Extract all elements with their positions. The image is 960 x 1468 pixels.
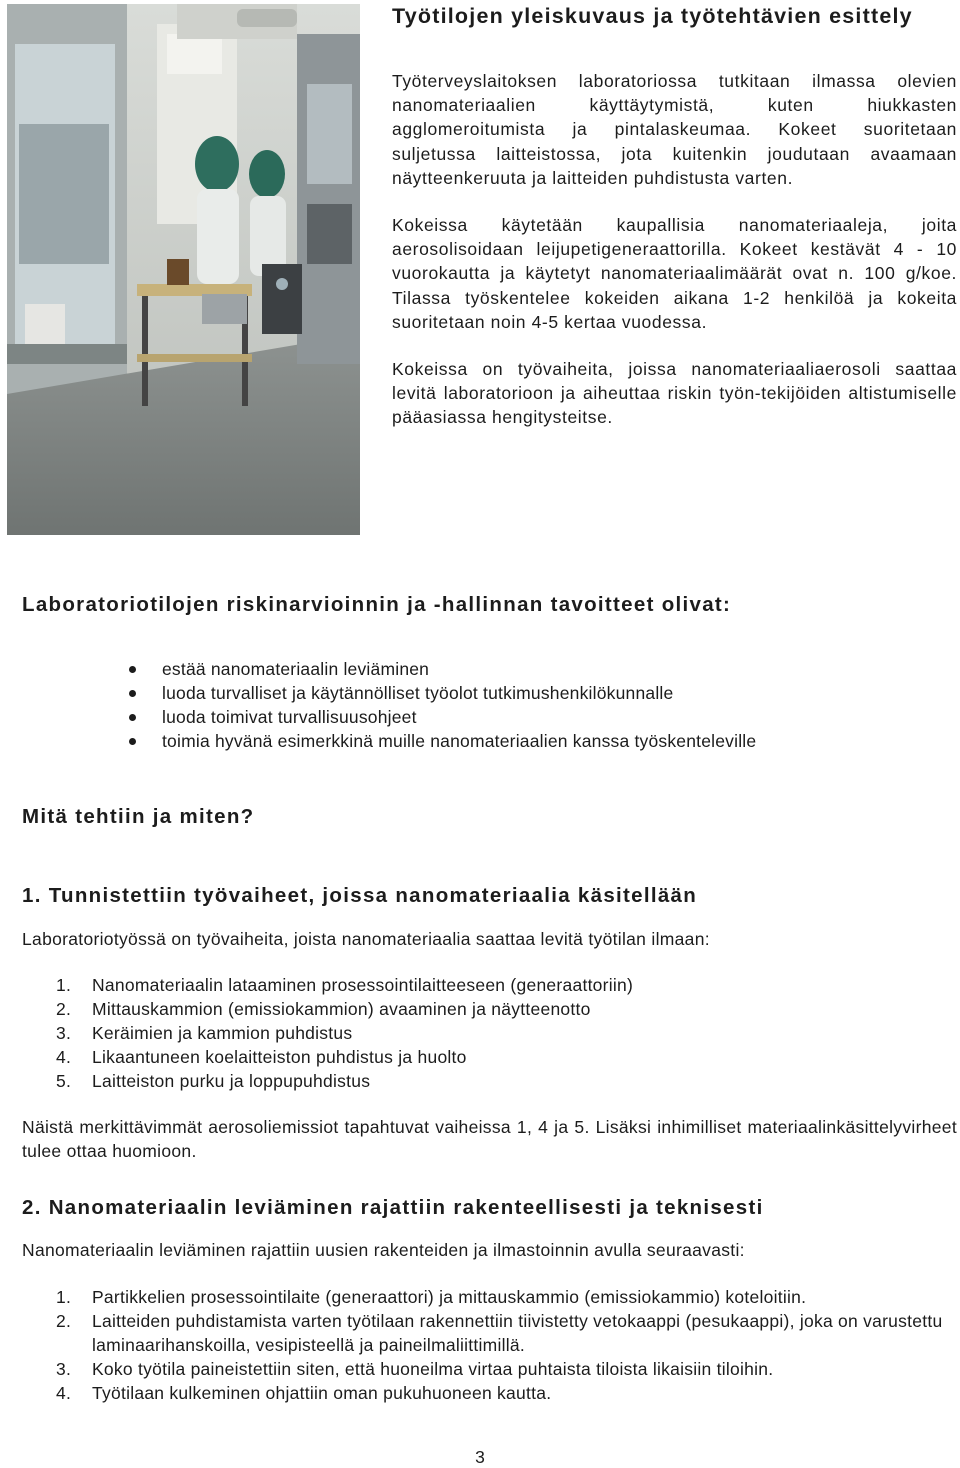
goals-list — [22, 657, 942, 753]
section1-summary: Näistä merkittävimmät aerosoliemissiot tapahtuvat vaiheissa 1, 4 ja 5. Lisäksi inhimilliset materiaalinkäsittelyvirheet tulee ottaa huomioon. — [22, 1117, 957, 1161]
list-item: 4. Likaantuneen koelaitteiston puhdistus ja huolto — [56, 1047, 467, 1067]
list-item: 1. Partikkelien prosessointilaite (generaattori) ja mittauskammio (emissiokammio) koteloitiin. — [56, 1287, 807, 1307]
bullet-icon — [129, 666, 136, 673]
lab-photo-illustration — [7, 4, 360, 535]
intro-section — [392, 0, 957, 430]
list-item: 3. Keräimien ja kammion puhdistus — [56, 1023, 353, 1043]
bullet-icon — [129, 738, 136, 745]
what-heading: Mitä tehtiin ja miten? — [22, 805, 255, 828]
intro-paragraph-1: Työterveyslaitoksen laboratoriossa tutkitaan ilmassa olevien nanomateriaalien käyttäytymistä, kuten hiukkasten agglomeroitumista ja pintalaskeumaa. Kokeet suoritetaan suljetussa laitteistossa, jota kuitenkin joudutaan avaamaan näytteenkeruuta ja laitteiden puhdistusta varten. — [392, 71, 957, 188]
section2-intro: Nanomateriaalin leviäminen rajattiin uusien rakenteiden ja ilmastoinnin avulla seuraavasti: — [22, 1240, 745, 1260]
goal-item: luoda turvalliset ja käytännölliset työolot tutkimushenkilökunnalle — [22, 681, 942, 705]
page-number: 3 — [475, 1447, 485, 1467]
intro-paragraph-3: Kokeissa on työvaiheita, joissa nanomateriaaliaerosoli saattaa levitä laboratorioon ja aiheuttaa riskin työn-tekijöiden altistumiselle pääasiassa hengitysteitse. — [392, 359, 957, 428]
goal-item: toimia hyvänä esimerkkinä muille nanomateriaalien kanssa työskenteleville — [22, 729, 942, 753]
list-item: 1. Nanomateriaalin lataaminen prosessointilaitteeseen (generaattoriin) — [56, 975, 634, 995]
section1-heading: 1. Tunnistettiin työvaiheet, joissa nanomateriaalia käsitellään — [22, 884, 698, 907]
section1-intro: Laboratoriotyössä on työvaiheita, joista nanomateriaalia saattaa levitä työtilan ilmaan: — [22, 929, 710, 949]
bullet-icon — [129, 690, 136, 697]
goal-item: estää nanomateriaalin leviäminen — [22, 657, 942, 681]
lab-photo — [7, 4, 360, 535]
list-item: 4. Työtilaan kulkeminen ohjattiin oman pukuhuoneen kautta. — [56, 1383, 552, 1403]
list-item: 2. Mittauskammion (emissiokammion) avaaminen ja näytteenotto — [56, 999, 591, 1019]
bullet-icon — [129, 714, 136, 721]
goals-heading: Laboratoriotilojen riskinarvioinnin ja -hallinnan tavoitteet olivat: — [22, 593, 732, 616]
intro-paragraph-2: Kokeissa käytetään kaupallisia nanomateriaaleja, joita aerosolisoidaan leijupetigeneraattorilla. Kokeet kestävät 4 - 10 vuorokautta ja käytetyt nanomateriaalimäärät ovat n. 100 g/koe. Tilassa työskentelee kokeiden aikana 1-2 henkilöä ja kokeita suoritetaan noin 4-5 kertaa vuodessa. — [392, 215, 957, 332]
section1-list — [22, 973, 957, 1093]
section2-heading: 2. Nanomateriaalin leviäminen rajattiin rakenteellisesti ja teknisesti — [22, 1196, 764, 1219]
goal-item: luoda toimivat turvallisuusohjeet — [22, 705, 942, 729]
list-item: 3. Koko työtila paineistettiin siten, että huoneilma virtaa puhtaista tiloista likaisiin tiloihin. — [56, 1359, 774, 1379]
section2-list — [22, 1285, 957, 1405]
list-item: 5. Laitteiston purku ja loppupuhdistus — [56, 1071, 371, 1091]
list-item: 2. Laitteiden puhdistamista varten työtilaan rakennettiin tiivistetty vetokaappi (pesukaappi), joka on varustettu laminaarihanskoilla, vesipisteellä ja paineilmaliittimillä. — [56, 1311, 943, 1355]
intro-title: Työtilojen yleiskuvaus ja työtehtävien esittely — [392, 4, 913, 28]
